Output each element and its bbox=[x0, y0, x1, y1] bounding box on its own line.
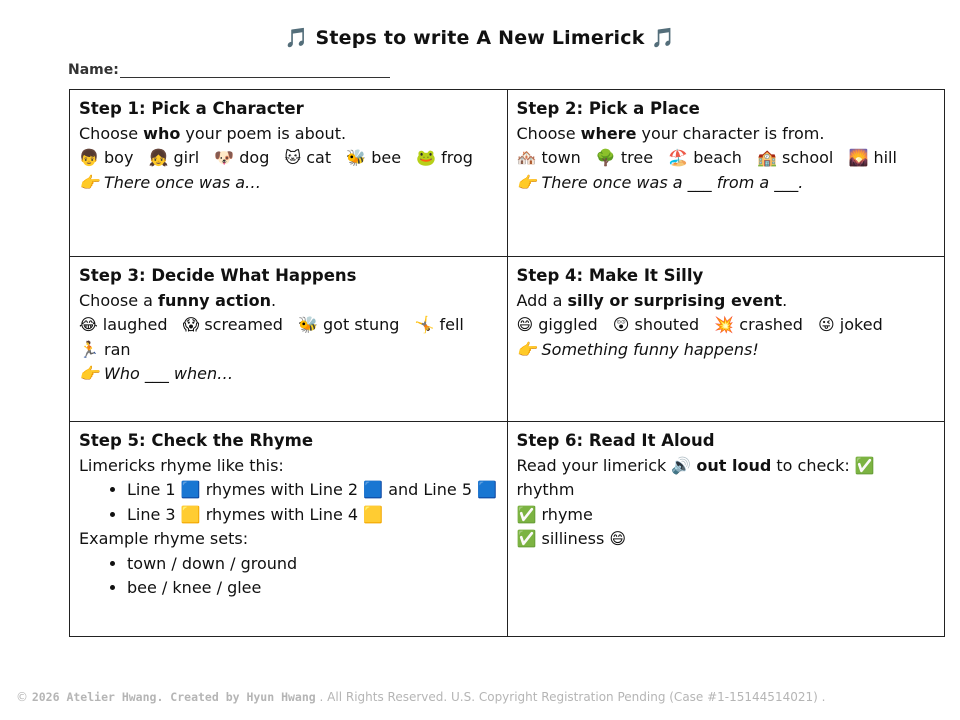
option-boy: 👦 boy bbox=[79, 148, 134, 167]
name-field bbox=[68, 62, 390, 78]
option-laughed: 😂 laughed bbox=[79, 315, 168, 334]
name-blank-line[interactable] bbox=[120, 64, 390, 78]
check-rhyme: ✅ rhyme bbox=[516, 504, 593, 524]
step-4-intro-bold: silly or surprising event bbox=[567, 290, 783, 310]
step-2-prompt: 👉 There once was a ___ from a ___. bbox=[516, 172, 804, 192]
step-1-cell bbox=[70, 90, 508, 257]
step-4-intro-pre: Add a bbox=[516, 290, 568, 310]
step-6-intro bbox=[517, 454, 936, 503]
steps-grid bbox=[69, 89, 945, 637]
step-2-options bbox=[517, 146, 936, 171]
option-screamed: 😱 screamed bbox=[182, 315, 283, 334]
step-1-intro-pre: Choose bbox=[79, 123, 144, 143]
step-3-cell bbox=[70, 257, 508, 422]
step-6-intro-pre: Read your limerick 🔊 bbox=[516, 455, 697, 475]
page-title: 🎵 Steps to write A New Limerick 🎵 bbox=[284, 27, 676, 49]
option-cat: 🐱 cat bbox=[284, 148, 332, 167]
rhyme-rules-list bbox=[79, 478, 498, 527]
step-2-title: Step 2: Pick a Place bbox=[516, 99, 700, 118]
option-ran: 🏃 ran bbox=[79, 339, 131, 359]
step-1-intro bbox=[79, 122, 498, 147]
option-giggled: 😄 giggled bbox=[516, 315, 598, 334]
step-1-options bbox=[79, 146, 498, 171]
copyright-symbol: © bbox=[16, 690, 28, 704]
step-6-intro-post: to check: ✅ rhythm bbox=[516, 455, 875, 499]
step-1-intro-post: your poem is about. bbox=[180, 123, 347, 143]
step-1-intro-bold: who bbox=[143, 123, 181, 143]
check-silliness: ✅ silliness 😄 bbox=[516, 529, 627, 548]
step-3-intro-post: . bbox=[270, 290, 277, 310]
step-3-prompt: 👉 Who ___ when… bbox=[79, 364, 234, 383]
step-5-title: Step 5: Check the Rhyme bbox=[79, 431, 314, 450]
step-4-title: Step 4: Make It Silly bbox=[516, 266, 704, 285]
rhyme-rule-item: • Line 1 🟦 rhymes with Line 2 🟦 and Line 5 🟦 bbox=[127, 478, 498, 503]
step-2-intro-bold: where bbox=[580, 123, 637, 143]
step-3-intro bbox=[79, 289, 498, 314]
step-2-cell bbox=[507, 90, 945, 257]
option-girl: 👧 girl bbox=[148, 148, 200, 167]
step-3-intro-bold: funny action bbox=[158, 290, 271, 310]
footer-credit: 2026 Atelier Hwang. Created by Hyun Hwang bbox=[31, 690, 316, 704]
rhyme-rule-item: • Line 3 🟨 rhymes with Line 4 🟨 bbox=[127, 503, 498, 528]
step-4-intro bbox=[517, 289, 936, 314]
option-dog: 🐶 dog bbox=[214, 148, 270, 167]
step-4-cell bbox=[507, 257, 945, 422]
step-5-cell bbox=[70, 422, 508, 637]
step-5-intro: Limericks rhyme like this: bbox=[79, 455, 284, 475]
step-4-prompt: 👉 Something funny happens! bbox=[516, 339, 759, 359]
step-4-intro-post: . bbox=[782, 290, 788, 310]
example-rhyme-list bbox=[79, 552, 498, 601]
option-beach: 🏖️ beach bbox=[668, 148, 742, 167]
option-bee: 🐝 bee bbox=[346, 148, 402, 167]
step-6-intro-bold: out loud bbox=[696, 455, 772, 475]
step-3-intro-pre: Choose a bbox=[79, 290, 159, 310]
step-2-intro-post: your character is from. bbox=[636, 123, 825, 143]
step-6-title: Step 6: Read It Aloud bbox=[516, 431, 715, 450]
option-fell: 🤸 fell bbox=[414, 315, 464, 334]
step-2-intro-pre: Choose bbox=[516, 123, 581, 143]
example-rhyme-item: • bee / knee / glee bbox=[127, 576, 498, 601]
step-4-options bbox=[517, 313, 936, 338]
copyright-footer bbox=[16, 690, 825, 704]
option-shouted: 😲 shouted bbox=[612, 315, 700, 334]
option-tree: 🌳 tree bbox=[595, 148, 654, 167]
example-rhyme-item: • town / down / ground bbox=[127, 552, 498, 577]
step-6-cell bbox=[507, 422, 945, 637]
step-3-options bbox=[79, 313, 498, 362]
name-label: Name: bbox=[68, 62, 119, 78]
option-got-stung: 🐝 got stung bbox=[298, 315, 400, 334]
option-crashed: 💥 crashed bbox=[714, 315, 803, 334]
option-hill: 🌄 hill bbox=[848, 148, 897, 167]
step-2-intro bbox=[517, 122, 936, 147]
option-town: 🏘️ town bbox=[516, 148, 581, 167]
example-rhyme-label: Example rhyme sets: bbox=[79, 529, 249, 548]
option-frog: 🐸 frog bbox=[416, 148, 473, 167]
step-1-title: Step 1: Pick a Character bbox=[79, 99, 304, 118]
footer-rights: . All Rights Reserved. U.S. Copyright Registration Pending (Case #1-15144514021) . bbox=[319, 690, 826, 704]
option-school: 🏫 school bbox=[757, 148, 834, 167]
option-joked: 😜 joked bbox=[818, 315, 883, 334]
step-3-title: Step 3: Decide What Happens bbox=[79, 266, 357, 285]
step-1-prompt: 👉 There once was a… bbox=[79, 172, 262, 192]
